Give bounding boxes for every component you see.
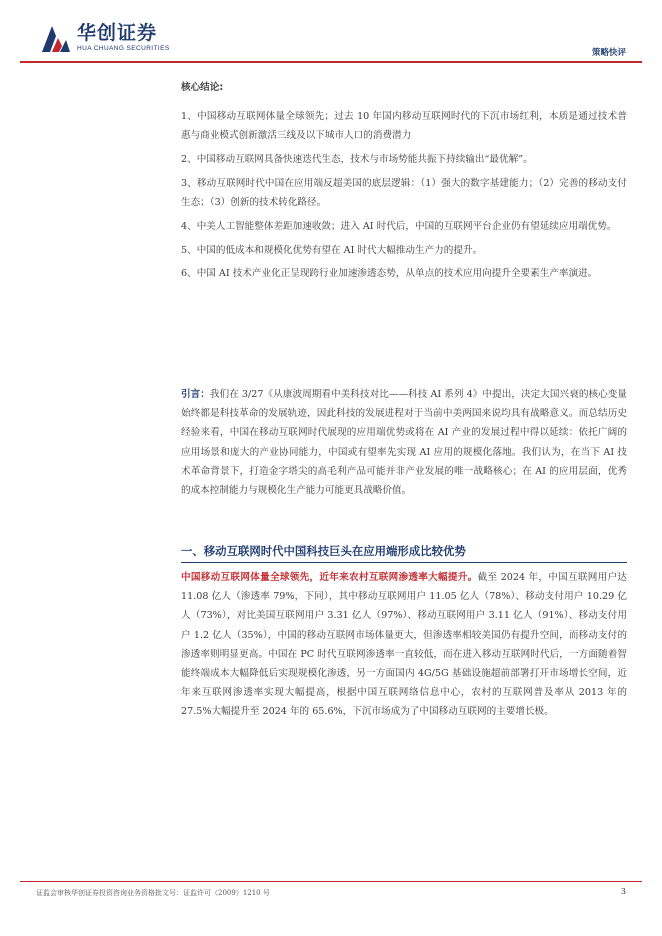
footer-license: 证监会审核华创证券投资咨询业务资格批文号：证监许可（2009）1210 号 [36,889,270,897]
report-type-label: 策略快评 [591,48,626,58]
page-number: 3 [620,887,626,896]
summary-title: 核心结论: [181,82,224,93]
section-heading: 一、移动互联网时代中国科技巨头在应用端形成比较优势 [181,544,466,558]
summary-point: 3、移动互联网时代中国在应用端反超美国的底层逻辑：（1）强大的数字基建能力；（2）完善的移动支付生态；（3）创新的技术转化路径。 [181,177,627,208]
company-logo [40,22,190,56]
section-body [181,568,627,722]
intro-label: 引言： [181,389,210,400]
footer-divider [20,881,642,882]
section-divider [181,562,627,563]
summary-point: 4、中美人工智能整体差距加速收敛；进入 AI 时代后，中国的互联网平台企业仍有望延续应用端优势。 [181,220,617,232]
summary-point: 6、中国 AI 技术产业化正呈现跨行业加速渗透态势，从单点的技术应用向提升全要素生产率演进。 [181,268,598,280]
logo-mark-icon [40,22,72,54]
intro-text: 我们在 3/27《从康波周期看中美科技对比——科技 AI 系列 4》中提出，决定大国兴衰的核心变量始终都是科技革命的发展轨迹，因此科技的发展进程对于当前中美两国来说均具有战略意义。而总结历史经验来看，中国在移动互联网时代展现的应用端优势或将在 AI 产业的发展过程中得以延续：依托广阔的应用场景和庞大的产业协同能力，中国或有望率先实现 AI 应用的规模化落地。我们认为，在当下 AI 技术革命背景下，打造金字塔尖的高毛利产品可能并非产业发展的唯一战略核心；在 AI 的应用层面，优秀的成本控制能力与规模化生产能力可能更具战略价值。 [181,389,627,497]
summary-point: 2、中国移动互联网具备快速迭代生态，技术与市场势能共振下持续输出“最优解”。 [181,154,533,165]
intro-paragraph [181,385,627,500]
section-lead: 中国移动互联网体量全球领先，近年来农村互联网渗透率大幅提升。 [181,572,478,583]
page-header [0,0,662,60]
header-divider [20,61,642,63]
summary-point: 5、中国的低成本和规模化优势有望在 AI 时代大幅推动生产力的提升。 [181,244,483,256]
logo-english-name: HUA CHUANG SECURITIES [77,45,170,52]
logo-chinese-name: 华创证券 [77,22,158,44]
section-text: 截至 2024 年，中国互联网用户达 11.08 亿人（渗透率 79%，下同），其中移动互联网用户 11.05 亿人（78%）、移动支付用户 10.29 亿人（73%），对比美国互联网用户 3.31 亿人（97%）、移动互联网用户 3.11 亿人（91%）、移动支付用户 1.2 亿人（35%），中国的移动互联网市场体量更大，但渗透率相较美国仍有提升空间，而移动支付的渗透率则明显更高。中国在 PC 时代互联网渗透率一直较低，而在进入移动互联网时代后，一方面随着智能终端成本大幅降低后实现规模化渗透，另一方面国内 4G/5G 基础设施超前部署打开市场增长空间，近年来互联网渗透率实现大幅提高，根据中国互联网络信息中心，农村的互联网普及率从 2013 年的 27.5%大幅提升至 2024 年的 65.6%，下沉市场成为了中国移动互联网的主要增长极。 [181,572,628,718]
summary-point: 1、中国移动互联网体量全球领先；过去 10 年国内移动互联网时代的下沉市场红利，本质是通过技术普惠与商业模式创新激活三线及以下城市人口的消费潜力 [181,111,627,142]
summary-points [181,107,627,288]
